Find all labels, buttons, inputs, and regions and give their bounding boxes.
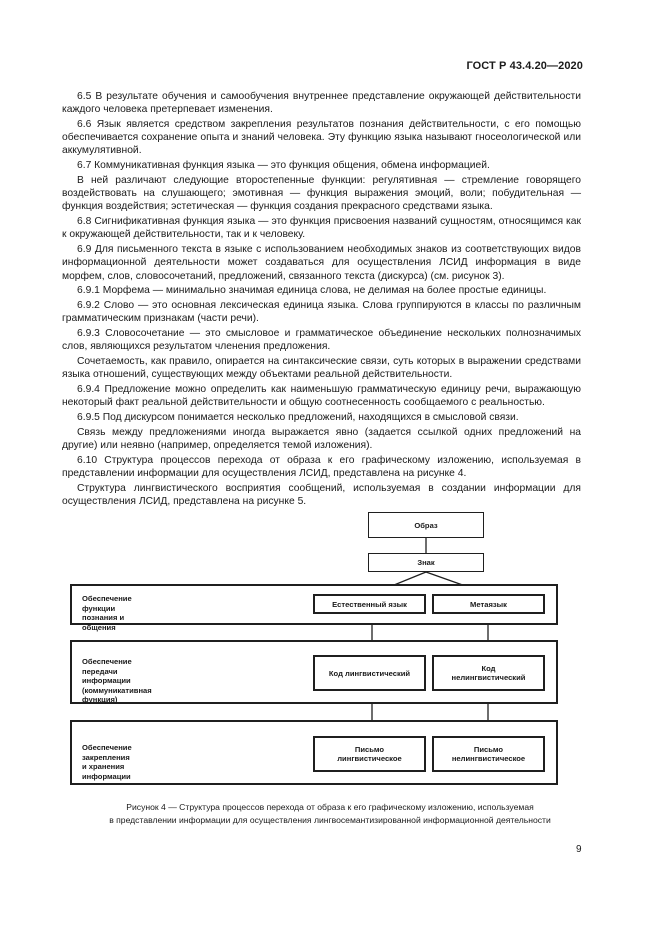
nonlinguistic-writing-label: Письмо нелингвистическое	[451, 745, 526, 763]
paragraph-6-5: 6.5 В результате обучения и самообучения внутреннее представление окружающей действительности каждого человека претерпевает изменения.	[62, 91, 581, 116]
paragraph-6-9-1: 6.9.1 Морфема — минимально значимая единица слова, не делимая на более простые единицы.	[77, 285, 547, 297]
figure-caption	[40, 801, 620, 826]
figure-caption-line-2: в представлении информации для осуществления лингвосемантизированной информационной деятельности	[109, 814, 551, 825]
paragraph-structure-perception: Структура лингвистического восприятия сообщений, используемая в создании информации для осуществления ЛСИД, представлена на рисунке 5.	[62, 483, 581, 508]
metalanguage-label: Метаязык	[470, 599, 507, 609]
paragraph-6-7: 6.7 Коммуникативная функция языка — это функция общения, обмена информацией.	[77, 160, 490, 172]
paragraph-6-9-3: 6.9.3 Словосочетание — это смысловое и грамматическое объединение нескольких полнозначимых слов, являющихся результатом членения предложения.	[62, 328, 581, 353]
paragraph-6-8: 6.8 Сигнификативная функция языка — это функция присвоения названий сущностям, относящимся как к окружающей действительности, так и к человеку.	[62, 216, 581, 241]
paragraph-6-6: 6.6 Язык является средством закрепления результатов познания действительности, с его помощью обеспечивается сохранение опыта и знаний человека. Эту функцию языка называют гносеологической или аккумулятивной.	[62, 119, 581, 157]
linguistic-writing-label: Письмо лингвистическое	[337, 745, 402, 763]
group-label-transmission: Обеспечение передачи информации (коммуникативная функция)	[82, 657, 152, 704]
image-box-label: Образ	[414, 520, 438, 530]
natural-language-label: Естественный язык	[332, 599, 407, 609]
paragraph-6-9: 6.9 Для письменного текста в языке с использованием необходимых знаков из соответствующих видов информационной деятельности может создаваться для осуществления ЛСИД информация в виде морфем, слов, словосочетаний, предложений, связанного текста (дискурса) (см. рисунок 3).	[62, 244, 581, 282]
sign-box-label: Знак	[417, 558, 435, 567]
group-label-cognition: Обеспечение функции познания и общения	[82, 594, 132, 632]
paragraph-secondary-functions: В ней различают следующие второстепенные функции: регулятивная — стремление говорящего воздействовать на слушающего; эмотивная — функция выражения эмоций, воли; побудительная — функция воздействия; эстетическая — функция создания прекрасного средствами языка.	[62, 175, 581, 213]
paragraph-6-9-4: 6.9.4 Предложение можно определить как наименьшую грамматическую единицу речи, выражающую некоторый факт реальной действительности и общую соотнесенность сообщаемого с реальностью.	[62, 384, 581, 409]
figure-caption-line-1: Рисунок 4 — Структура процессов перехода от образа к его графическому изложению, используемая	[126, 802, 534, 812]
paragraph-compatibility: Сочетаемость, как правило, опирается на синтаксические связи, суть которых в выражении средствами языка отношений, существующих между объектами реальной действительности.	[62, 356, 581, 381]
document-header: ГОСТ Р 43.4.20—2020	[466, 60, 583, 72]
paragraph-6-9-2: 6.9.2 Слово — это основная лексическая единица языка. Слова группируются в классы по различным грамматическим признакам (части речи).	[62, 300, 581, 325]
group-label-storage: Обеспечение закрепления и хранения информации	[82, 743, 132, 781]
paragraph-6-10: 6.10 Структура процессов перехода от образа к его графическому изложению, используемая в представлении информации для осуществления ЛСИД, представлена на рисунке 4.	[62, 455, 581, 480]
paragraph-6-9-5: 6.9.5 Под дискурсом понимается несколько предложений, находящихся в смысловой связи.	[77, 412, 519, 424]
nonlinguistic-code-label: Код нелингвистический	[451, 664, 526, 682]
paragraph-sentence-link: Связь между предложениями иногда выражается явно (задается ссылкой одних предложений на другие) или неявно (например, определяется темой изложения).	[62, 427, 581, 452]
linguistic-code-label: Код лингвистический	[328, 668, 411, 678]
page-number: 9	[576, 844, 582, 855]
